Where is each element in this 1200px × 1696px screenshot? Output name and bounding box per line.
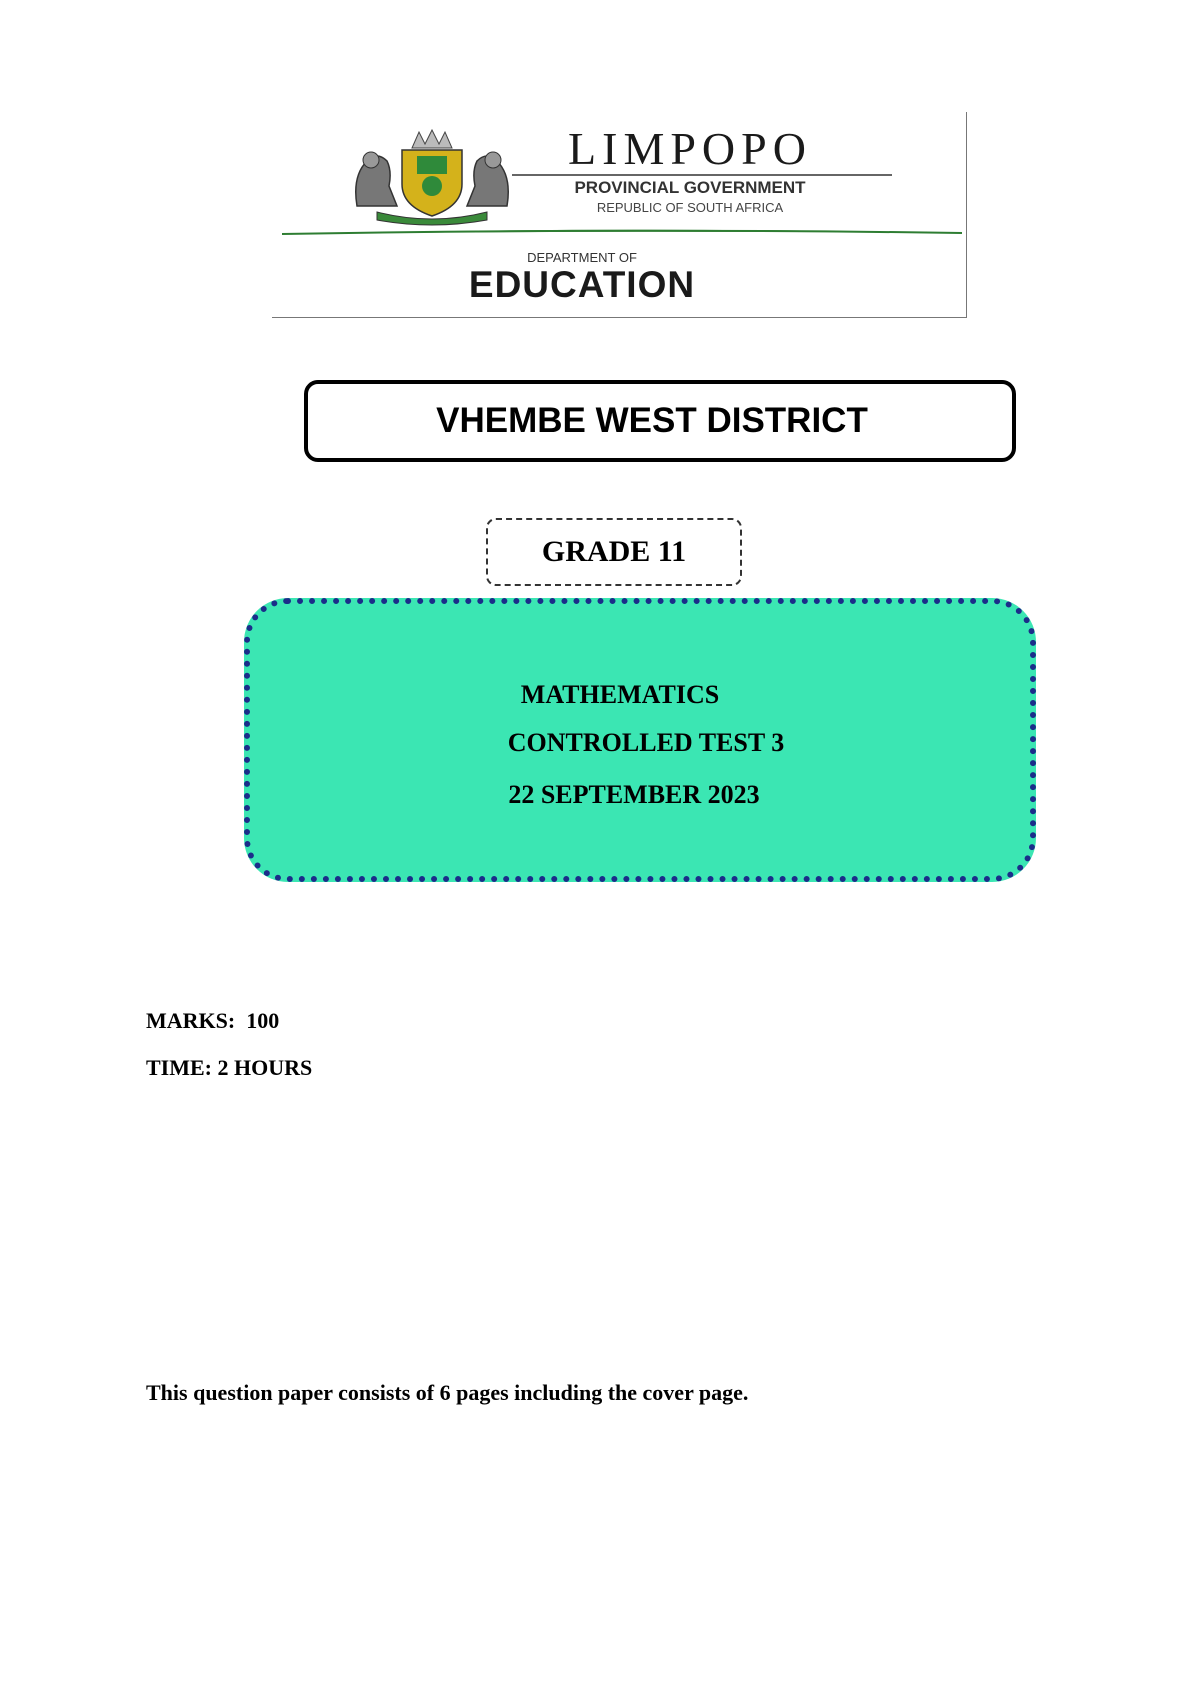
test-date: 22 SEPTEMBER 2023 [508,780,760,809]
page-count-note: This question paper consists of 6 pages including the cover page. [146,1380,749,1405]
provincial-government-label: PROVINCIAL GOVERNMENT [574,178,806,197]
marks-label: MARKS: 100 [146,1008,280,1033]
test-name: CONTROLLED TEST 3 [507,728,785,757]
district-title: VHEMBE WEST DISTRICT [436,401,868,440]
grade-label: GRADE 11 [541,535,687,568]
department-logo [272,112,967,318]
green-swoosh-divider [282,226,962,240]
department-prefix: DEPARTMENT OF [527,250,637,265]
time-label: TIME: 2 HOURS [146,1055,313,1080]
province-title: LIMPOPO [568,123,812,174]
title-divider [512,174,892,176]
subject-box [244,598,1036,882]
department-name: EDUCATION [468,264,696,305]
republic-label: REPUBLIC OF SOUTH AFRICA [596,200,784,215]
subject-name: MATHEMATICS [520,680,720,709]
grade-box [486,518,742,586]
coat-of-arms-icon [347,126,517,226]
district-box [304,380,1016,462]
